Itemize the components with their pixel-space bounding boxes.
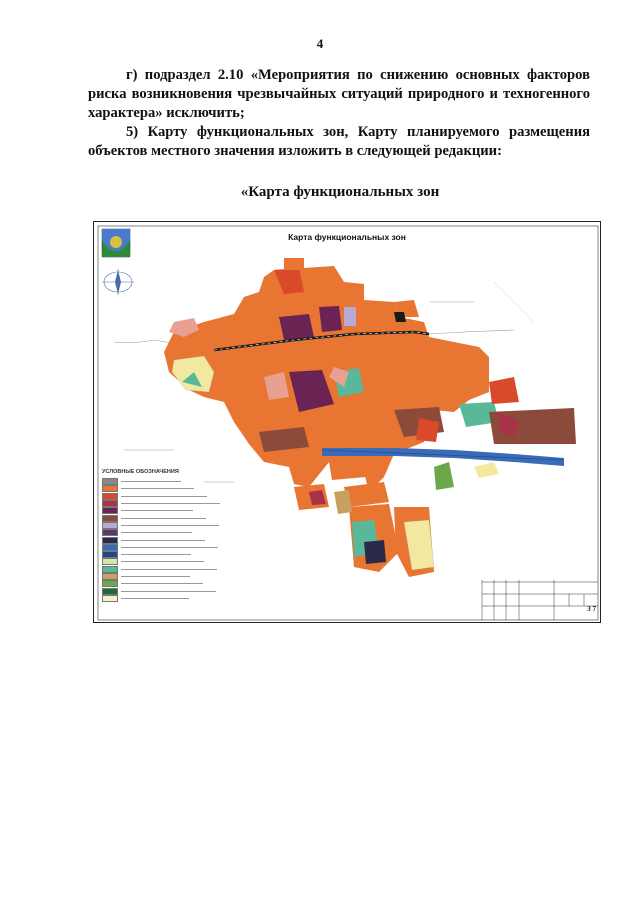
legend-label-line	[121, 583, 203, 584]
legend-swatch	[102, 580, 118, 587]
legend-item	[102, 595, 222, 602]
legend-label-line	[121, 503, 220, 504]
legend-swatch	[102, 595, 118, 602]
legend-label-line	[121, 532, 192, 533]
legend-label-line	[121, 525, 219, 526]
legend-label-line	[121, 576, 190, 577]
legend-title: УСЛОВНЫЕ ОБОЗНАЧЕНИЯ	[102, 469, 179, 475]
title-block-grid	[482, 580, 598, 620]
legend-item	[102, 514, 222, 521]
map-legend	[102, 470, 222, 602]
legend-item	[102, 573, 222, 580]
legend-swatch	[102, 522, 118, 529]
legend-item	[102, 587, 222, 594]
legend-label-line	[121, 561, 204, 562]
legend-swatch	[102, 529, 118, 536]
legend-item	[102, 551, 222, 558]
legend-item	[102, 558, 222, 565]
title-block-number: 3 7	[587, 605, 596, 613]
legend-swatch	[102, 537, 118, 544]
legend-swatch	[102, 551, 118, 558]
legend-item	[102, 500, 222, 507]
legend-rows	[102, 478, 222, 602]
legend-swatch	[102, 485, 118, 492]
legend-label-line	[121, 547, 218, 548]
legend-item	[102, 507, 222, 514]
legend-label-line	[121, 591, 216, 592]
paragraph-subsection: г) подраздел 2.10 «Мероприятия по снижению основных факторов риска возникновения чрезвычайных ситуаций природного и техногенного характера» исключить;	[88, 67, 590, 121]
paragraph-maps: 5) Карту функциональных зон, Карту планируемого размещения объектов местного значения изложить в следующей редакции:	[88, 124, 590, 159]
legend-item	[102, 529, 222, 536]
legend-label-line	[121, 510, 193, 511]
legend-swatch	[102, 493, 118, 500]
legend-swatch	[102, 507, 118, 514]
legend-label-line	[121, 488, 194, 489]
legend-item	[102, 544, 222, 551]
legend-swatch	[102, 500, 118, 507]
legend-item	[102, 478, 222, 485]
legend-item	[102, 536, 222, 543]
legend-swatch	[102, 558, 118, 565]
legend-label-line	[121, 518, 206, 519]
map-zones	[164, 258, 576, 577]
map-title: Карта функциональных зон	[288, 232, 406, 242]
legend-item	[102, 493, 222, 500]
map-figure	[93, 221, 601, 623]
legend-item	[102, 485, 222, 492]
map-heading: «Карта функциональных зон	[240, 184, 440, 200]
legend-label-line	[121, 540, 205, 541]
legend-item	[102, 580, 222, 587]
page-number: 4	[316, 36, 324, 51]
legend-item	[102, 566, 222, 573]
legend-swatch	[102, 588, 118, 595]
legend-label-line	[121, 598, 189, 599]
legend-swatch	[102, 515, 118, 522]
legend-label-line	[121, 569, 217, 570]
compass-rose-icon	[102, 269, 134, 295]
legend-item	[102, 522, 222, 529]
legend-label-line	[121, 481, 181, 482]
legend-swatch	[102, 573, 118, 580]
legend-swatch	[102, 544, 118, 551]
legend-swatch	[102, 478, 118, 485]
legend-swatch	[102, 566, 118, 573]
legend-label-line	[121, 554, 191, 555]
legend-label-line	[121, 496, 207, 497]
